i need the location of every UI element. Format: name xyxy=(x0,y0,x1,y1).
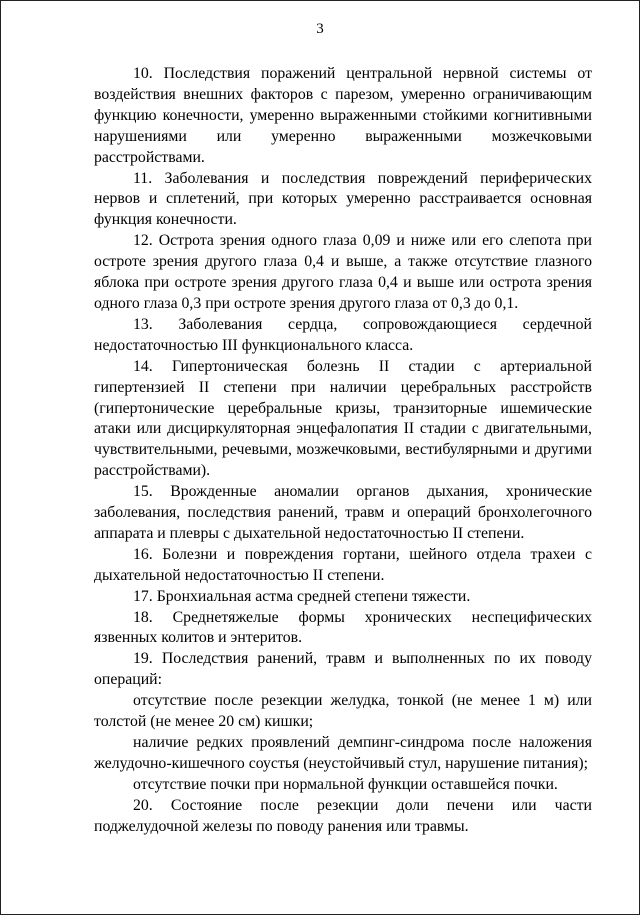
page-number: 3 xyxy=(316,21,324,37)
paragraph-16: 16. Болезни и повреждения гортани, шейного отдела трахеи с дыхательной недостаточностью II степени. xyxy=(94,545,592,584)
paragraph-10: 10. Последствия поражений центральной нервной системы от воздействия внешних факторов с парезом, умеренно ограничивающим функцию конечности, умеренно выраженными стойкими когнитивными нарушениями или умеренно выраженными мозжечковыми расстройствами. xyxy=(94,65,592,166)
paragraph-19: 19. Последствия ранений, травм и выполненных по их поводу операций: xyxy=(94,650,592,689)
paragraph-17: 17. Бронхиальная астма средней степени тяжести. xyxy=(133,587,471,605)
paragraph-20: 20. Состояние после резекции доли печени или части поджелудочной железы по поводу ранения или травмы. xyxy=(94,796,592,835)
paragraph-18: 18. Среднетяжелые формы хронических неспецифических язвенных колитов и энтеритов. xyxy=(94,608,592,647)
paragraph-15: 15. Врожденные аномалии органов дыхания, хронические заболевания, последствия ранений, травм и операций бронхолегочного аппарата и плевры с дыхательной недостаточностью II степени. xyxy=(94,483,592,542)
document-body xyxy=(94,64,592,838)
paragraph-19-item-kidney: отсутствие почки при нормальной функции оставшейся почки. xyxy=(133,775,558,793)
paragraph-19-item-stomach: отсутствие после резекции желудка, тонкой (не менее 1 м) или толстой (не менее 20 см) кишки; xyxy=(94,692,592,731)
paragraph-13: 13. Заболевания сердца, сопровождающиеся сердечной недостаточностью III функционального класса. xyxy=(94,315,592,354)
paragraph-19-item-dumping: наличие редких проявлений демпинг-синдрома после наложения желудочно-кишечного соустья (неустойчивый стул, нарушение питания); xyxy=(94,734,592,772)
paragraph-12: 12. Острота зрения одного глаза 0,09 и ниже или его слепота при остроте зрения другого глаза 0,4 и выше, а также отсутствие глазного яблока при остроте зрения другого глаза 0,4 и выше или острота зрения одного глаза 0,3 при остроте зрения другого глаза от 0,3 до 0,1. xyxy=(94,232,592,312)
paragraph-11: 11. Заболевания и последствия повреждений периферических нервов и сплетений, при которых умеренно расстраивается основная функция конечности. xyxy=(94,169,592,229)
paragraph-14: 14. Гипертоническая болезнь II стадии с артериальной гипертензией II степени при наличии церебральных расстройств (гипертонические церебральные кризы, транзиторные ишемические атаки или дисциркуляторная энцефалопатия II стадии с двигательными, чувствительными, речевыми, мозжечковыми, вестибулярными и другими расстройствами). xyxy=(94,357,592,480)
